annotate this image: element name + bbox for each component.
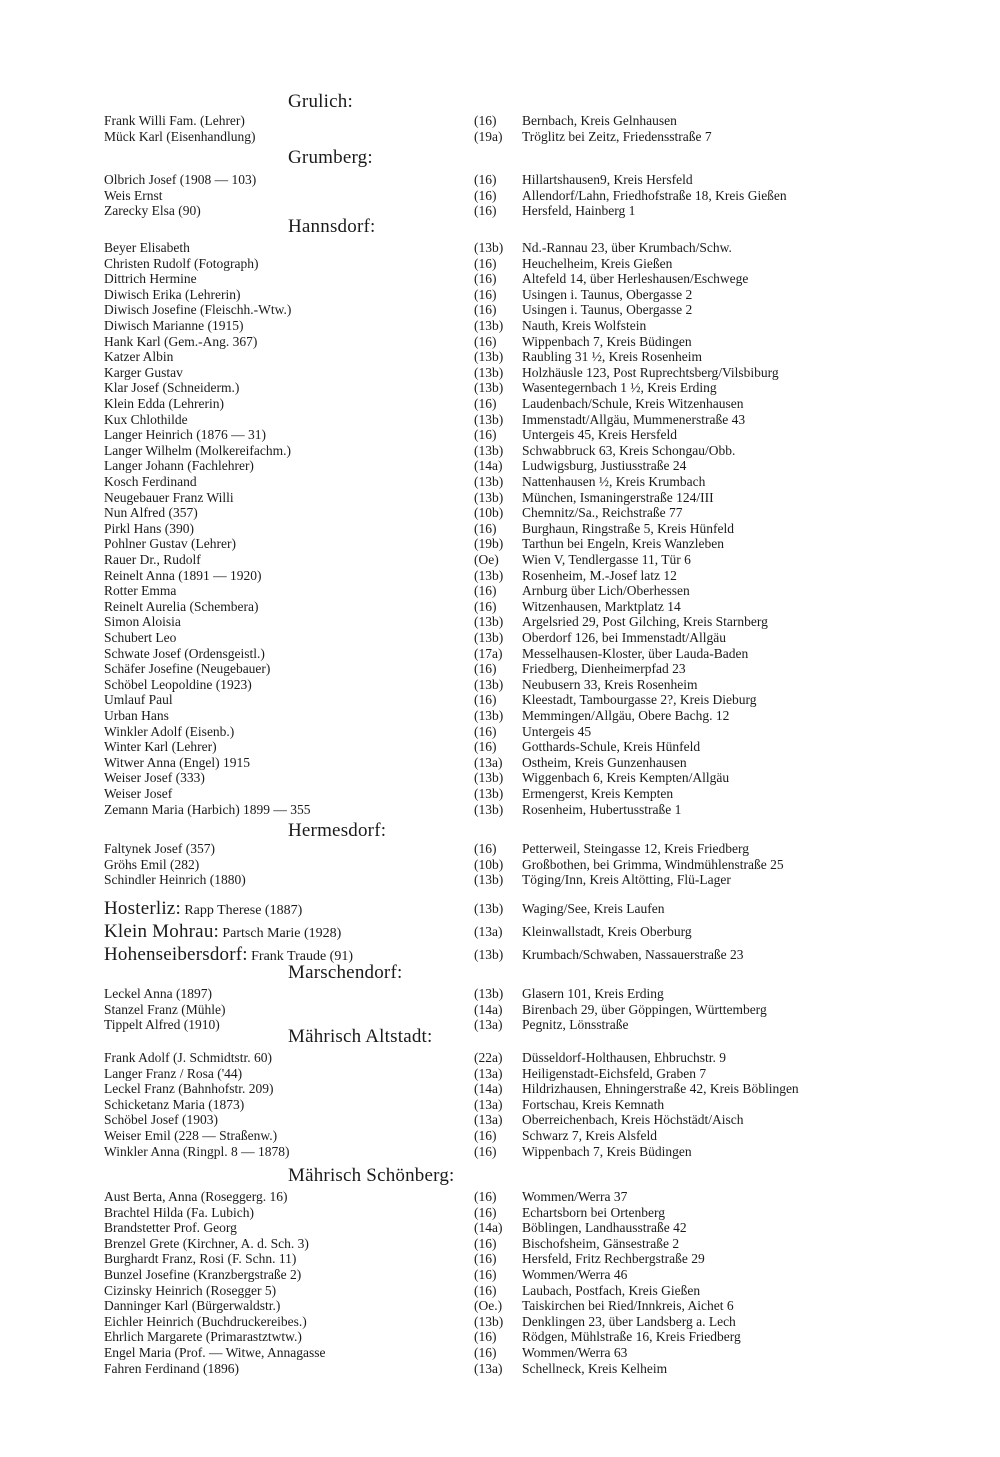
person-name: Klein Edda (Lehrerin) [104, 396, 224, 411]
list-item [0, 1345, 1000, 1361]
postal-zone-code: (Oe) [474, 552, 499, 567]
address: Rosenheim, Hubertusstraße 1 [522, 801, 682, 817]
list-item [0, 552, 1000, 568]
address: Raubling 31 ½, Kreis Rosenheim [522, 349, 702, 365]
address: Taiskirchen bei Ried/Innkreis, Aichet 6 [522, 1298, 734, 1314]
list-item [0, 443, 1000, 459]
person-name: Rapp Therese (1887) [184, 903, 303, 918]
postal-zone-code: (16) [474, 1235, 497, 1251]
list-item [0, 1220, 1000, 1236]
postal-zone-code: (13a) [474, 1112, 503, 1128]
person-name: Schäfer Josefine (Neugebauer) [104, 661, 271, 677]
list-item [0, 505, 1000, 521]
postal-zone-code: (13b) [474, 786, 504, 801]
person-name: Brandstetter Prof. Georg [104, 1220, 237, 1236]
person-name: Urban Hans [104, 708, 169, 723]
address: Holzhäusle 123, Post Ruprechtsberg/Vilsbiburg [522, 364, 779, 380]
address: Tröglitz bei Zeitz, Friedensstraße 7 [522, 128, 712, 144]
postal-zone-code: (16) [474, 692, 497, 708]
address: Immenstadt/Allgäu, Mummenerstraße 43 [522, 411, 746, 427]
postal-zone-code: (16) [474, 723, 497, 739]
section-heading: Hermesdorf: [288, 820, 387, 841]
person-name: Nun Alfred (357) [104, 505, 198, 521]
person-name: Witwer Anna (Engel) 1915 [104, 754, 251, 770]
address: Rosenheim, M.-Josef latz 12 [522, 567, 677, 583]
list-item [0, 203, 1000, 219]
list-item [0, 770, 1000, 786]
list-item [0, 708, 1000, 724]
list-item [0, 921, 1000, 943]
list-item [0, 1112, 1000, 1128]
person-name: Diwisch Erika (Lehrerin) [104, 286, 241, 302]
entry-name [104, 898, 302, 922]
postal-zone-code: (13a) [474, 754, 503, 770]
list-item [0, 583, 1000, 599]
list-item [0, 334, 1000, 350]
person-name: Klar Josef (Schneiderm.) [104, 380, 240, 396]
list-item [0, 1329, 1000, 1345]
list-item [0, 113, 1000, 129]
person-name: Katzer Albin [104, 349, 174, 365]
person-name: Dittrich Hermine [104, 271, 197, 287]
person-name: Burghardt Franz, Rosi (F. Schn. 11) [104, 1251, 297, 1267]
person-name: Ehrlich Margarete (Primarastztwtw.) [104, 1329, 302, 1345]
address: Burghaun, Ringstraße 5, Kreis Hünfeld [522, 520, 734, 536]
address: Oberdorf 126, bei Immenstadt/Allgäu [522, 630, 726, 645]
address: Wasentegernbach 1 ½, Kreis Erding [522, 380, 717, 396]
address: Schellneck, Kreis Kelheim [522, 1360, 668, 1376]
person-name: Aust Berta, Anna (Roseggerg. 16) [104, 1189, 288, 1204]
person-name: Beyer Elisabeth [104, 240, 190, 255]
list-item [0, 474, 1000, 490]
list-item [0, 692, 1000, 708]
list-item [0, 396, 1000, 412]
person-name: Rotter Emma [104, 583, 177, 599]
person-name: Brachtel Hilda (Fa. Lubich) [104, 1204, 254, 1220]
person-name: Faltynek Josef (357) [104, 841, 215, 856]
postal-zone-code: (13b) [474, 442, 504, 458]
address: Gotthards-Schule, Kreis Hünfeld [522, 739, 701, 755]
postal-zone-code: (16) [474, 1128, 497, 1143]
person-name: Mück Karl (Eisenhandlung) [104, 128, 256, 144]
person-name: Leckel Franz (Bahnhofstr. 209) [104, 1081, 274, 1097]
person-name: Schöbel Josef (1903) [104, 1112, 218, 1128]
address: Heiligenstadt-Eichsfeld, Graben 7 [522, 1065, 707, 1081]
person-name: Langer Johann (Fachlehrer) [104, 458, 254, 474]
entry-name [104, 921, 341, 945]
list-item [0, 841, 1000, 857]
section-heading: Mährisch Schönberg: [288, 1165, 455, 1186]
address: Kleinwallstadt, Kreis Oberburg [522, 924, 692, 939]
list-item [0, 256, 1000, 272]
list-item [0, 318, 1000, 334]
person-name: Umlauf Paul [104, 692, 173, 708]
person-name: Pirkl Hans (390) [104, 520, 194, 536]
address: Düsseldorf-Holthausen, Ehbruchstr. 9 [522, 1050, 726, 1065]
list-item [0, 1267, 1000, 1283]
list-item [0, 349, 1000, 365]
address: Fortschau, Kreis Kemnath [522, 1096, 665, 1112]
person-name: Schöbel Leopoldine (1923) [104, 676, 252, 692]
postal-zone-code: (17a) [474, 645, 503, 661]
address: Pegnitz, Lönsstraße [522, 1017, 629, 1033]
person-name: Weiser Emil (228 — Straßenw.) [104, 1128, 278, 1143]
postal-zone-code: (16) [474, 203, 497, 219]
address: Schwarz 7, Kreis Alsfeld [522, 1128, 657, 1143]
postal-zone-code: (13b) [474, 489, 504, 505]
postal-zone-code: (16) [474, 1345, 497, 1360]
section-heading: Grulich: [288, 91, 353, 112]
postal-zone-code: (13a) [474, 1065, 503, 1081]
address: Rödgen, Mühlstraße 16, Kreis Friedberg [522, 1329, 741, 1345]
list-item [0, 1144, 1000, 1160]
list-item [0, 1205, 1000, 1221]
section-heading: Klein Mohrau: [104, 921, 219, 942]
person-name: Frank Traude (91) [251, 949, 354, 964]
list-item [0, 1298, 1000, 1314]
postal-zone-code: (19a) [474, 128, 503, 144]
section-heading: Hohenseibersdorf: [104, 944, 248, 965]
postal-zone-code: (13b) [474, 380, 504, 396]
list-item [0, 412, 1000, 428]
section-heading: Marschendorf: [288, 962, 403, 983]
postal-zone-code: (13b) [474, 630, 504, 645]
address: Memmingen/Allgäu, Obere Bachg. 12 [522, 708, 730, 723]
list-item [0, 271, 1000, 287]
person-name: Langer Heinrich (1876 — 31) [104, 427, 266, 443]
address: Heuchelheim, Kreis Gießen [522, 255, 673, 271]
person-name: Frank Willi Fam. (Lehrer) [104, 113, 245, 128]
list-item [0, 872, 1000, 888]
address: Wippenbach 7, Kreis Büdingen [522, 333, 692, 349]
person-name: Diwisch Josefine (Fleischh.-Wtw.) [104, 302, 292, 318]
address: Witzenhausen, Marktplatz 14 [522, 598, 681, 614]
list-item [0, 857, 1000, 873]
address: Wommen/Werra 46 [522, 1267, 628, 1282]
person-name: Cizinsky Heinrich (Rosegger 5) [104, 1282, 277, 1298]
list-item [0, 944, 1000, 966]
person-name: Christen Rudolf (Fotograph) [104, 255, 259, 271]
list-item [0, 172, 1000, 188]
address: Großbothen, bei Grimma, Windmühlenstraße 25 [522, 856, 784, 872]
postal-zone-code: (14a) [474, 1220, 503, 1236]
list-item [0, 1361, 1000, 1377]
list-item [0, 1189, 1000, 1205]
address: Wien V, Tendlergasse 11, Tür 6 [522, 552, 691, 567]
address: Usingen i. Taunus, Obergasse 2 [522, 302, 693, 318]
postal-zone-code: (16) [474, 1267, 497, 1282]
address: Arnburg über Lich/Oberhessen [522, 583, 690, 599]
list-item [0, 240, 1000, 256]
postal-zone-code: (16) [474, 520, 497, 536]
person-name: Danninger Karl (Bürgerwaldstr.) [104, 1298, 281, 1314]
address: Glasern 101, Kreis Erding [522, 986, 664, 1001]
address: Untergeis 45 [522, 723, 592, 739]
list-item [0, 739, 1000, 755]
list-item [0, 302, 1000, 318]
list-item [0, 521, 1000, 537]
address: Usingen i. Taunus, Obergasse 2 [522, 286, 693, 302]
person-name: Engel Maria (Prof. — Witwe, Annagasse [104, 1345, 326, 1360]
address: Töging/Inn, Kreis Altötting, Flü-Lager [522, 872, 731, 888]
person-name: Winkler Adolf (Eisenb.) [104, 723, 235, 739]
person-name: Karger Gustav [104, 364, 183, 380]
postal-zone-code: (13b) [474, 240, 504, 255]
postal-zone-code: (14a) [474, 1001, 503, 1017]
list-item [0, 786, 1000, 802]
person-name: Rauer Dr., Rudolf [104, 552, 201, 567]
person-name: Pohlner Gustav (Lehrer) [104, 536, 236, 552]
address: Allendorf/Lahn, Friedhofstraße 18, Kreis Gießen [522, 187, 787, 203]
postal-zone-code: (13b) [474, 708, 504, 723]
address: Altefeld 14, über Herleshausen/Eschwege [522, 271, 749, 287]
address: Untergeis 45, Kreis Hersfeld [522, 427, 677, 443]
list-item [0, 661, 1000, 677]
list-item [0, 599, 1000, 615]
postal-zone-code: (16) [474, 1282, 497, 1298]
person-name: Hank Karl (Gem.-Ang. 367) [104, 333, 258, 349]
list-item [0, 129, 1000, 145]
postal-zone-code: (16) [474, 739, 497, 755]
postal-zone-code: (16) [474, 1143, 497, 1159]
person-name: Kosch Ferdinand [104, 474, 197, 489]
list-item [0, 427, 1000, 443]
postal-zone-code: (13b) [474, 364, 504, 380]
list-item [0, 630, 1000, 646]
list-item [0, 1050, 1000, 1066]
postal-zone-code: (13a) [474, 1096, 503, 1112]
person-name: Reinelt Anna (1891 — 1920) [104, 567, 262, 583]
person-name: Winkler Anna (Ringpl. 8 — 1878) [104, 1143, 290, 1159]
address: Tarthun bei Engeln, Kreis Wanzleben [522, 536, 725, 552]
person-name: Schicketanz Maria (1873) [104, 1096, 245, 1112]
postal-zone-code: (13b) [474, 1313, 504, 1329]
person-name: Langer Franz / Rosa ('44) [104, 1065, 243, 1081]
address: Wiggenbach 6, Kreis Kempten/Allgäu [522, 770, 730, 786]
list-item [0, 755, 1000, 771]
postal-zone-code: (10b) [474, 856, 504, 872]
address: Bernbach, Kreis Gelnhausen [522, 113, 677, 128]
postal-zone-code: (16) [474, 427, 497, 443]
person-name: Zemann Maria (Harbich) 1899 — 355 [104, 801, 311, 817]
address: Laubach, Postfach, Kreis Gießen [522, 1282, 701, 1298]
postal-zone-code: (13b) [474, 801, 504, 817]
person-name: Frank Adolf (J. Schmidtstr. 60) [104, 1050, 272, 1065]
list-item [0, 568, 1000, 584]
postal-zone-code: (19b) [474, 536, 504, 552]
postal-zone-code: (14a) [474, 458, 503, 474]
postal-zone-code: (16) [474, 255, 497, 271]
postal-zone-code: (13a) [474, 1017, 503, 1033]
address: Waging/See, Kreis Laufen [522, 901, 665, 916]
address: Hersfeld, Fritz Rechbergstraße 29 [522, 1251, 705, 1267]
list-item [0, 1097, 1000, 1113]
postal-zone-code: (13b) [474, 947, 504, 962]
list-item [0, 646, 1000, 662]
list-item [0, 1251, 1000, 1267]
postal-zone-code: (16) [474, 271, 497, 287]
postal-zone-code: (13b) [474, 872, 504, 888]
person-name: Stanzel Franz (Mühle) [104, 1001, 226, 1017]
address: Friedberg, Dienheimerpfad 23 [522, 661, 686, 677]
address: Messelhausen-Kloster, über Lauda-Baden [522, 645, 749, 661]
list-item [0, 1017, 1000, 1033]
address: Neubusern 33, Kreis Rosenheim [522, 676, 698, 692]
address: Ostheim, Kreis Gunzenhausen [522, 754, 687, 770]
postal-zone-code: (13b) [474, 411, 504, 427]
address: Petterweil, Steingasse 12, Kreis Friedberg [522, 841, 749, 856]
postal-zone-code: (16) [474, 396, 497, 411]
list-item [0, 1002, 1000, 1018]
address: Hersfeld, Hainberg 1 [522, 203, 636, 219]
person-name: Schwate Josef (Ordensgeistl.) [104, 645, 265, 661]
person-name: Fahren Ferdinand (1896) [104, 1360, 239, 1376]
address: Chemnitz/Sa., Reichstraße 77 [522, 505, 683, 521]
section-heading: Hannsdorf: [288, 216, 376, 237]
address: Hillartshausen9, Kreis Hersfeld [522, 172, 693, 187]
list-item [0, 380, 1000, 396]
person-name: Olbrich Josef (1908 — 103) [104, 172, 257, 187]
person-name: Diwisch Marianne (1915) [104, 318, 244, 333]
person-name: Schubert Leo [104, 630, 177, 645]
address: Argelsried 29, Post Gilching, Kreis Starnberg [522, 614, 768, 630]
address: Hildrizhausen, Ehningerstraße 42, Kreis Böblingen [522, 1081, 799, 1097]
person-name: Leckel Anna (1897) [104, 986, 212, 1001]
address: Böblingen, Landhausstraße 42 [522, 1220, 687, 1236]
list-item [0, 365, 1000, 381]
person-name: Eichler Heinrich (Buchdruckereibes.) [104, 1313, 307, 1329]
list-item [0, 677, 1000, 693]
address: Oberreichenbach, Kreis Höchstädt/Aisch [522, 1112, 744, 1128]
list-item [0, 188, 1000, 204]
postal-zone-code: (16) [474, 1251, 497, 1267]
address: Wommen/Werra 37 [522, 1189, 628, 1204]
person-name: Partsch Marie (1928) [222, 926, 342, 941]
address: Schwabbruck 63, Kreis Schongau/Obb. [522, 442, 736, 458]
address: Nauth, Kreis Wolfstein [522, 318, 647, 333]
address: Laudenbach/Schule, Kreis Witzenhausen [522, 396, 744, 411]
address: Ermengerst, Kreis Kempten [522, 786, 674, 801]
address: Krumbach/Schwaben, Nassauerstraße 23 [522, 947, 744, 962]
section-heading: Mährisch Altstadt: [288, 1026, 433, 1047]
address: Wippenbach 7, Kreis Büdingen [522, 1143, 692, 1159]
postal-zone-code: (16) [474, 113, 497, 128]
address: Ludwigsburg, Justiusstraße 24 [522, 458, 687, 474]
person-name: Neugebauer Franz Willi [104, 489, 234, 505]
postal-zone-code: (Oe.) [474, 1298, 503, 1314]
postal-zone-code: (16) [474, 286, 497, 302]
person-name: Zarecky Elsa (90) [104, 203, 201, 219]
postal-zone-code: (16) [474, 187, 497, 203]
person-name: Kux Chlothilde [104, 411, 188, 427]
section-heading: Hosterliz: [104, 898, 181, 919]
list-item [0, 986, 1000, 1002]
person-name: Weis Ernst [104, 187, 163, 203]
postal-zone-code: (22a) [474, 1050, 503, 1065]
person-name: Weiser Josef [104, 786, 173, 801]
postal-zone-code: (13b) [474, 770, 504, 786]
postal-zone-code: (16) [474, 583, 497, 599]
list-item [0, 802, 1000, 818]
postal-zone-code: (13b) [474, 901, 504, 916]
list-item [0, 1081, 1000, 1097]
postal-zone-code: (16) [474, 661, 497, 677]
postal-zone-code: (16) [474, 333, 497, 349]
postal-zone-code: (16) [474, 598, 497, 614]
postal-zone-code: (13b) [474, 567, 504, 583]
person-name: Reinelt Aurelia (Schembera) [104, 598, 259, 614]
person-name: Winter Karl (Lehrer) [104, 739, 217, 755]
person-name: Gröhs Emil (282) [104, 856, 200, 872]
address: München, Ismaningerstraße 124/III [522, 489, 714, 505]
person-name: Brenzel Grete (Kirchner, A. d. Sch. 3) [104, 1235, 309, 1251]
list-item [0, 1283, 1000, 1299]
postal-zone-code: (13b) [474, 676, 504, 692]
address: Nattenhausen ½, Kreis Krumbach [522, 474, 706, 489]
postal-zone-code: (10b) [474, 505, 504, 521]
list-item [0, 1128, 1000, 1144]
person-name: Simon Aloisia [104, 614, 181, 630]
postal-zone-code: (13b) [474, 614, 504, 630]
postal-zone-code: (13a) [474, 1360, 503, 1376]
postal-zone-code: (14a) [474, 1081, 503, 1097]
list-item [0, 1314, 1000, 1330]
list-item [0, 724, 1000, 740]
address: Birenbach 29, über Göppingen, Württemberg [522, 1001, 767, 1017]
postal-zone-code: (13a) [474, 924, 503, 939]
address: Kleestadt, Tambourgasse 2?, Kreis Dieburg [522, 692, 757, 708]
list-item [0, 287, 1000, 303]
postal-zone-code: (16) [474, 841, 497, 856]
address: Nd.-Rannau 23, über Krumbach/Schw. [522, 240, 732, 255]
list-item [0, 614, 1000, 630]
address: Bischofsheim, Gänsestraße 2 [522, 1235, 680, 1251]
postal-zone-code: (16) [474, 1329, 497, 1345]
address: Echartsborn bei Ortenberg [522, 1204, 665, 1220]
person-name: Langer Wilhelm (Molkereifachm.) [104, 442, 292, 458]
person-name: Bunzel Josefine (Kranzbergstraße 2) [104, 1267, 302, 1282]
list-item [0, 1236, 1000, 1252]
postal-zone-code: (16) [474, 302, 497, 318]
list-item [0, 490, 1000, 506]
person-name: Schindler Heinrich (1880) [104, 872, 246, 888]
postal-zone-code: (16) [474, 172, 497, 187]
list-item [0, 898, 1000, 920]
postal-zone-code: (13b) [474, 318, 504, 333]
postal-zone-code: (13b) [474, 349, 504, 365]
postal-zone-code: (13b) [474, 986, 504, 1001]
list-item [0, 1066, 1000, 1082]
person-name: Tippelt Alfred (1910) [104, 1017, 220, 1033]
postal-zone-code: (13b) [474, 474, 504, 489]
list-item [0, 458, 1000, 474]
postal-zone-code: (16) [474, 1204, 497, 1220]
address: Wommen/Werra 63 [522, 1345, 628, 1360]
list-item [0, 536, 1000, 552]
postal-zone-code: (16) [474, 1189, 497, 1204]
address: Denklingen 23, über Landsberg a. Lech [522, 1313, 736, 1329]
section-heading: Grumberg: [288, 147, 373, 168]
person-name: Weiser Josef (333) [104, 770, 205, 786]
